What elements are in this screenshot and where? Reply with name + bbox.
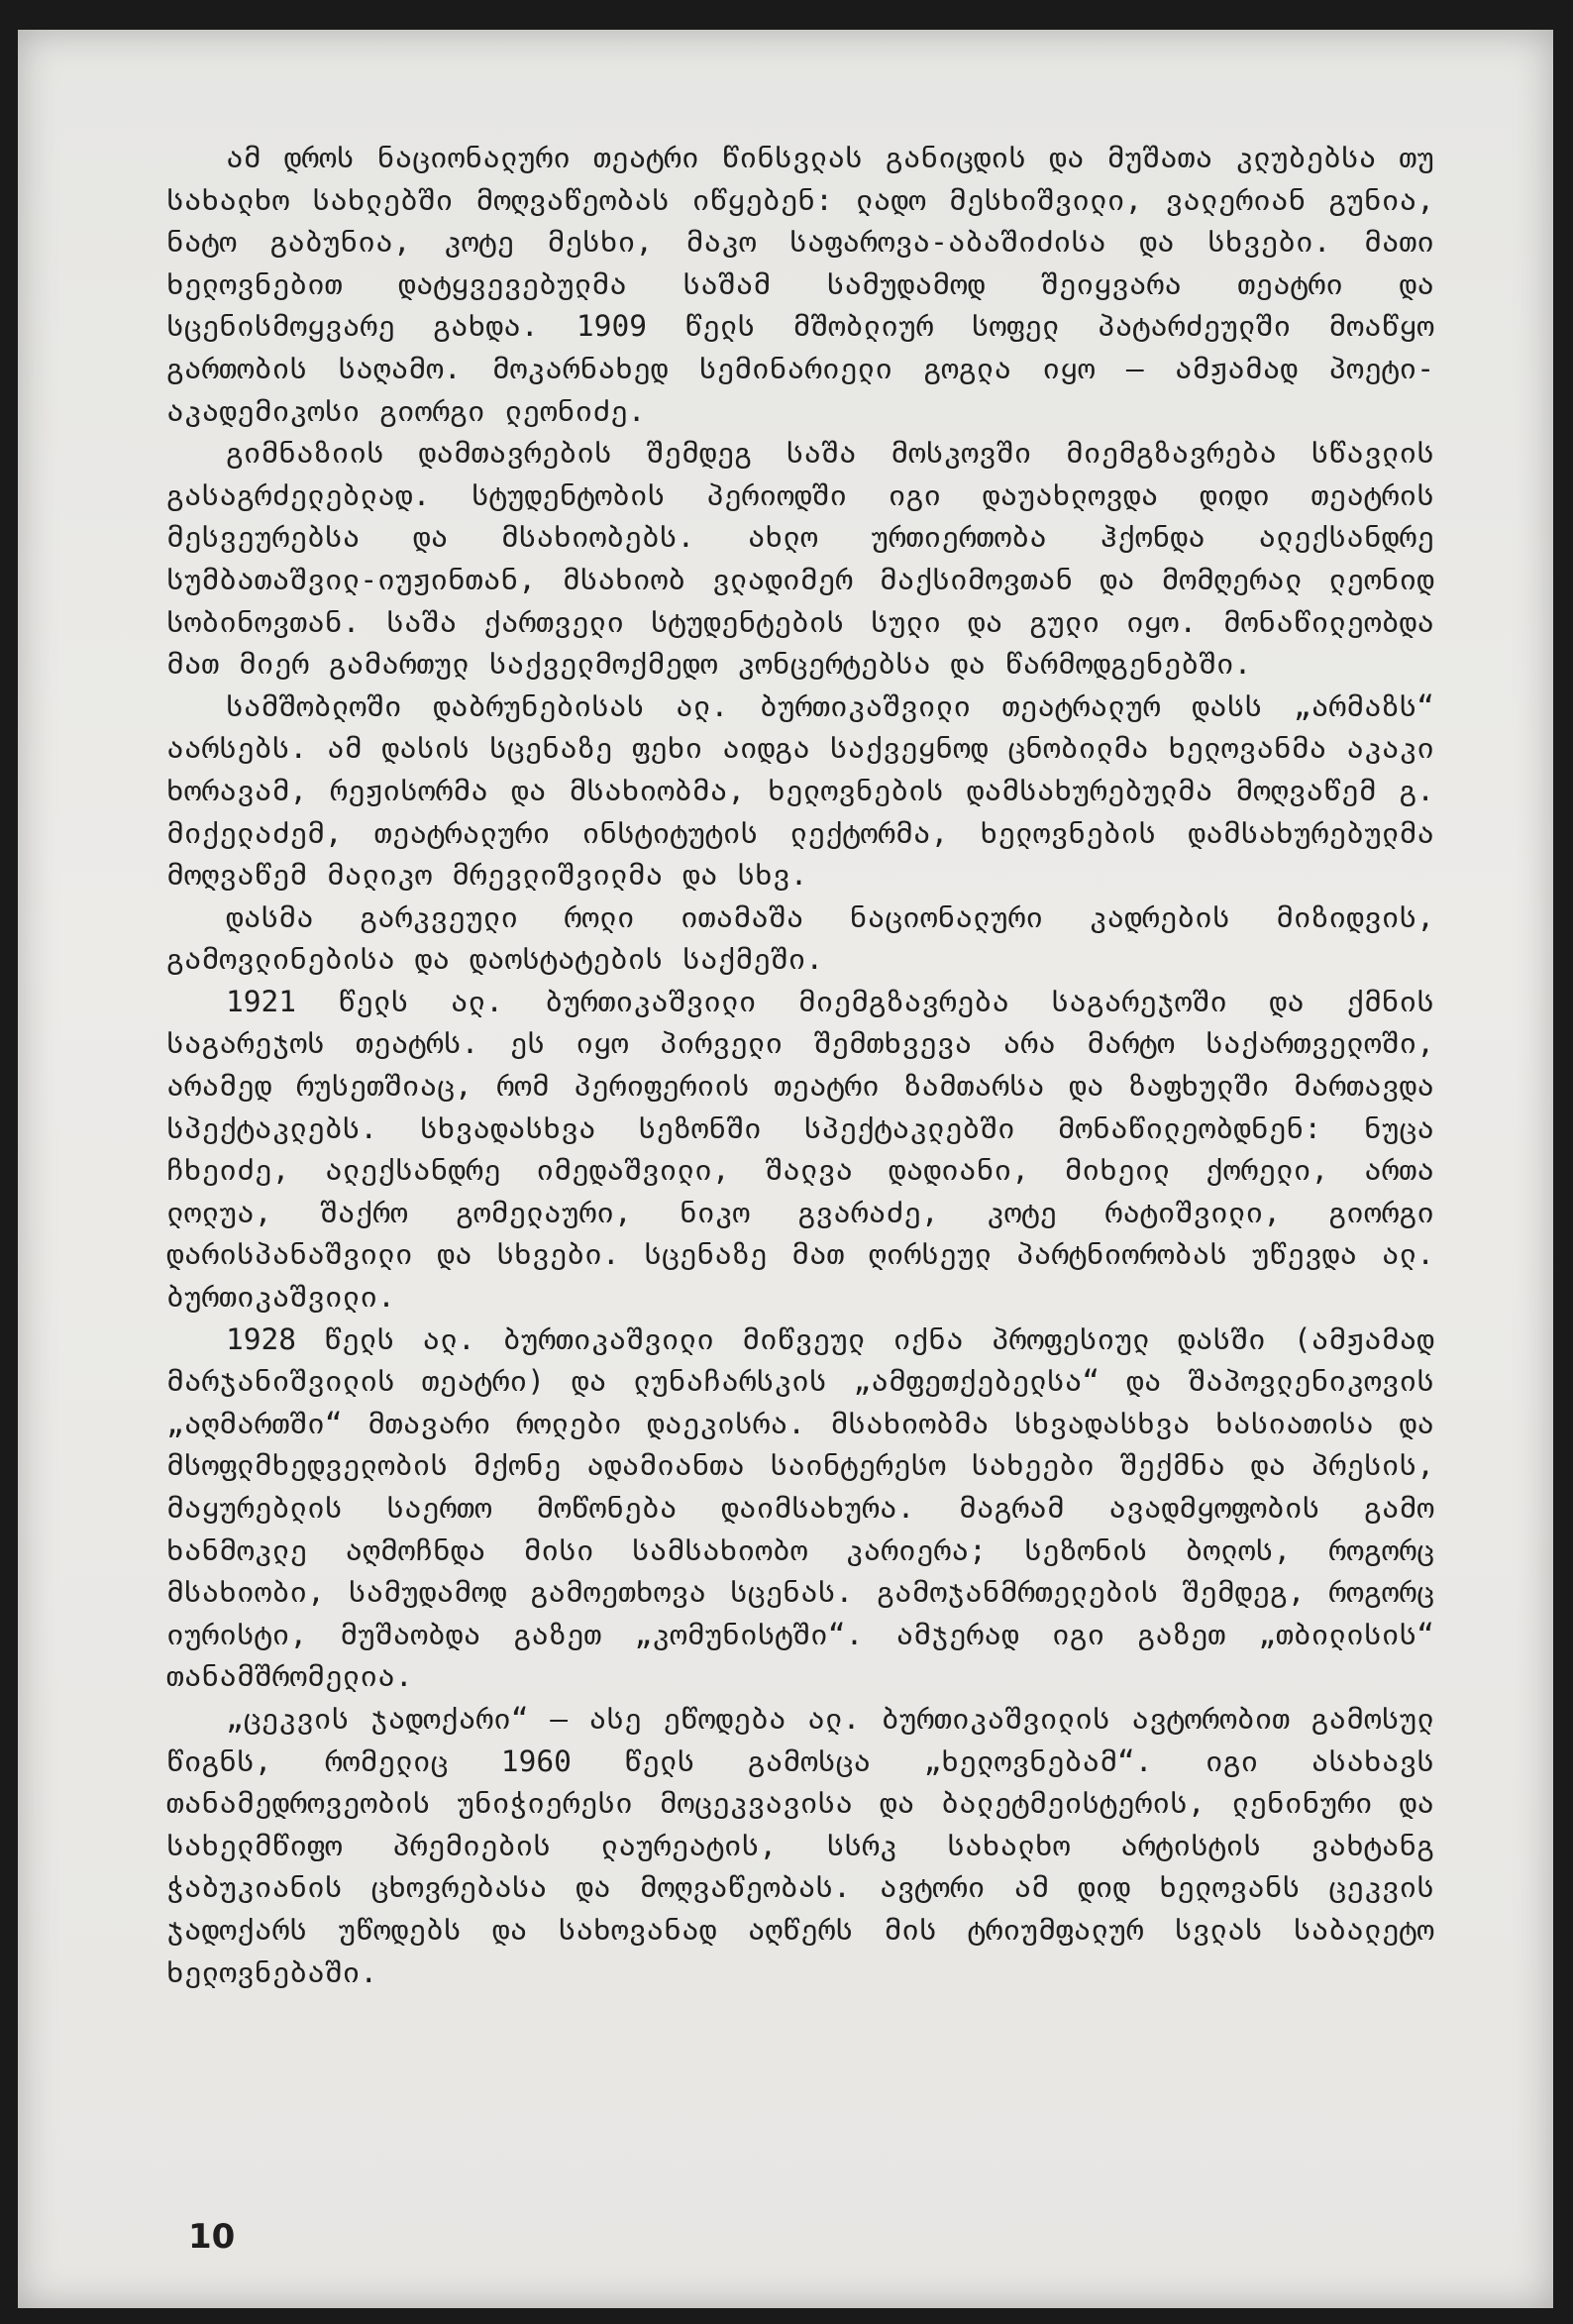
paragraph-7: „ცეკვის ჯადოქარი“ — ასე ეწოდება ალ. ბურთიკაშვილის ავტორობით გამოსულ წიგნს, რომელიც 1960 წელს გამოსცა „ხელოვნებამ“. იგი ასახავს თანამედროვეობის უნიჭიერესი მოცეკვავისა და ბალეტმეისტერის, ლენინური და სახელმწიფო პრემიების ლაურეატის, სსრკ სახალხო არტისტის ვახტანგ ჭაბუკიანის ცხოვრებასა და მოღვაწეობას. ავტორი ამ დიდ ხელოვანს ცეკვის ჯადოქარს უწოდებს და სახოვანად აღწერს მის ტრიუმფალურ სვლას საბალეტო ხელოვნებაში.: [166, 1701, 1434, 1989]
paragraph-2: გიმნაზიის დამთავრების შემდეგ საშა მოსკოვში მიემგზავრება სწავლის გასაგრძელებლად. სტუდენტობის პერიოდში იგი დაუახლოვდა დიდი თეატრის მესვეურებსა და მსახიობებს. ახლო ურთიერთობა ჰქონდა ალექსანდრე სუმბათაშვილ-იუჟინთან, მსახიობ ვლადიმერ მაქსიმოვთან და მომღერალ ლეონიდ სობინოვთან. საშა ქართველი სტუდენტების სული და გული იყო. მონაწილეობდა მათ მიერ გამართულ საქველმოქმედო კონცერტებსა და წარმოდგენებში.: [166, 436, 1434, 682]
paragraph-1: ამ დროს ნაციონალური თეატრი წინსვლას განიცდის და მუშათა კლუბებსა თუ სახალხო სახლებში მოღვაწეობას იწყებენ: ლადო მესხიშვილი, ვალერიან გუნია, ნატო გაბუნია, კოტე მესხი, მაკო საფაროვა-აბაშიძისა და სხვები. მათი ხელოვნებით დატყვევებულმა საშამ სამუდამოდ შეიყვარა თეატრი და სცენისმოყვარე გახდა. 1909 წელს მშობლიურ სოფელ პატარძეულში მოაწყო გართობის საღამო. მოკარნახედ სემინარიელი გოგლა იყო — ამჟამად პოეტი-აკადემიკოსი გიორგი ლეონიძე.: [166, 141, 1434, 428]
body-text: [166, 137, 1434, 1993]
paragraph-4: დასმა გარკვეული როლი ითამაშა ნაციონალური კადრების მიზიდვის, გამოვლინებისა და დაოსტატების საქმეში.: [166, 899, 1434, 977]
paragraph-6: 1928 წელს ალ. ბურთიკაშვილი მიწვეულ იქნა პროფესიულ დასში (ამჟამად მარჯანიშვილის თეატრი) და ლუნაჩარსკის „ამფეთქებელსა“ და შაპოვლენიკოვის „აღმართში“ მთავარი როლები დაეკისრა. მსახიობმა სხვადასხვა ხასიათისა და მსოფლმხედველობის მქონე ადამიანთა საინტერესო სახეები შექმნა და პრესის, მაყურებლის საერთო მოწონება დაიმსახურა. მაგრამ ავადმყოფობის გამო ხანმოკლე აღმოჩნდა მისი სამსახიობო კარიერა; სეზონის ბოლოს, როგორც მსახიობი, სამუდამოდ გამოეთხოვა სცენას. გამოჯანმრთელების შემდეგ, როგორც იურისტი, მუშაობდა გაზეთ „კომუნისტში“. ამჯერად იგი გაზეთ „თბილისის“ თანამშრომელია.: [166, 1321, 1434, 1694]
page-number: 10: [188, 2217, 236, 2257]
paragraph-3: სამშობლოში დაბრუნებისას ალ. ბურთიკაშვილი თეატრალურ დასს „არმაზს“ აარსებს. ამ დასის სცენაზე ფეხი აიდგა საქვეყნოდ ცნობილმა ხელოვანმა აკაკი ხორავამ, რეჟისორმა და მსახიობმა, ხელოვნების დამსახურებულმა მოღვაწემ გ. მიქელაძემ, თეატრალური ინსტიტუტის ლექტორმა, ხელოვნების დამსახურებულმა მოღვაწემ მალიკო მრევლიშვილმა და სხვ.: [166, 688, 1434, 893]
paragraph-5: 1921 წელს ალ. ბურთიკაშვილი მიემგზავრება საგარეჯოში და ქმნის საგარეჯოს თეატრს. ეს იყო პირველი შემთხვევა არა მარტო საქართველოში, არამედ რუსეთშიაც, რომ პერიფერიის თეატრი ზამთარსა და ზაფხულში მართავდა სპექტაკლებს. სხვადასხვა სეზონში სპექტაკლებში მონაწილეობდნენ: ნუცა ჩხეიძე, ალექსანდრე იმედაშვილი, შალვა დადიანი, მიხეილ ქორელი, ართა ლოლუა, შაქრო გომელაური, ნიკო გვარაძე, კოტე რატიშვილი, გიორგი დარისპანაშვილი და სხვები. სცენაზე მათ ღირსეულ პარტნიორობას უწევდა ალ. ბურთიკაშვილი.: [166, 984, 1434, 1315]
